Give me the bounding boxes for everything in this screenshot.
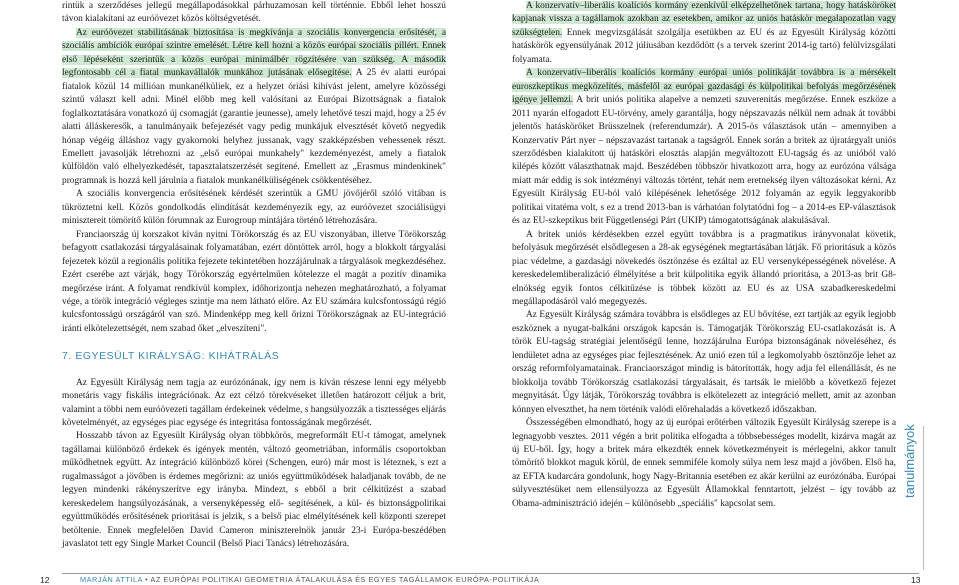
- paragraph-text: Ennek megvizsgálását szolgálja esetükben az EU és az Egyesült Királyság közötti hatáskörök egyensúlyának 2012 júliusában kezdődött (s a tervek szerint 2014-ig tartó) felülvizsgálati folyamata.: [512, 27, 896, 65]
- right-text-column: [512, 0, 896, 511]
- paragraph-text: A 25 év alatti európai fiatalok közül 14 millióan munkanélküliek, ez a helyzet óriási kihívást jelent, amelyre közösségi szintű választ kell adni. Minél előbb meg kell valósítani az Európai Bizottságnak a fiatalok foglalkoztatására vonatkozó új csomagját (garantie jeunesse), amely lehetővé teszi majd, hogy a 25 év alatti álláskeresők, a tanulmányaik befejezését vagy pedig munkájuk elvesztését követő negyedik hónap végéig álláshoz vagy gyakornoki helyhez jussanak, vagy szakképzésben vehessenek részt. Emellett javasolják létrehozni az „első európai munkahely" kezdeményezést, amely a fiatalok külföldön való elhelyezkedését, tapasztalatszerzését segítené. Emellett az „Erasmus mindenkinek" programnak is hozzá kell járulnia a fiatalok munkanélküliségének csökkentéséhez.: [62, 68, 446, 186]
- paragraph: A szociális konvergencia erősítésének kérdését szerintük a GMU jövőjéről szóló vitában is tükröztetni kell. Közös gondolkodás elindítását kezdeményezik egy, az euróövezet szociálisügyi minisztereit tömörítő külön fórumnak az Eurogroup mintájára történő létrehozására.: [62, 189, 446, 227]
- paragraph: rintük a szerződéses jellegű megállapodásokkal párhuzamosan kell történnie. Ebből lehet hosszú távon kialakítani az euróövezet közös költségvetését.: [62, 1, 446, 25]
- paragraph: [512, 67, 896, 228]
- left-text-column: [62, 0, 446, 552]
- page-number-right: 13: [911, 575, 921, 585]
- highlighted-text[interactable]: A konzervatív–liberális koalíciós kormány ezenkívül elképzelhetőnek tartana, hogy hatásköröket kapjanak vissza a tagállamok azokban az esetekben, amikor az uniós hatáskör megalapozatlan vagy szükségtelen.: [512, 1, 896, 38]
- footer-divider: [62, 573, 919, 574]
- paragraph: Az Egyesült Királyság nem tagja az eurózónának, így nem is kíván részese lenni egy mélyebb monetáris vagy fiskális integrációnak. Az ezt célzó törekvéseket illetően határozott céljuk a brit, valamint a többi nem euróövezeti tagállam érdekeinek védelme, s hangsúlyozzák a tisztességes eljárás követelményét, az egységes piac egysége és integritása fontosságának megőrzését.: [62, 377, 446, 429]
- page-number-left: 12: [40, 575, 50, 585]
- paragraph-text: A brit uniós politika alapelve a nemzeti szuverenitás megőrzése. Ennek eszköze a 2011 nyarán elfogadott EU-törvény, amely garantálja, hogy népszavazás nélkül nem adnak át további jelentős hatásköröket Brüsszelnek (referendumzár). A 2015-ös választások után – amennyiben a Konzervatív Párt nyer – népszavazást tartanak a tagságról. Ennek során a britek az újratárgyalt uniós szerződésben kialakított új hatásköri elosztás alapján megváltozott EU-tagság és az unióból való kilépés között választhatnak majd. Beszédében többször hivatkozott arra, hogy az eurózóna válsága miatt már eddig is sok intézményi változás történt, tehát nem eretnekség ilyen változásokat kérni. Az Egyesült Királyság EU-ból való kilépésének lehetősége 2012 folyamán az egyik leggyakoribb politikai vitatéma volt, s ez a trend 2013-ban is várhatóan folytatódni fog – a 2014-es EP-választások és az EU-szkeptikus brit Függetlenségi Párt (UKIP) támogatottságának alakulásával.: [512, 95, 896, 227]
- section-heading: 7. EGYESÜLT KIRÁLYSÁG: KIHÁTRÁLÁS: [62, 350, 280, 362]
- author-name: MARJÁN ATTILA: [80, 575, 143, 584]
- side-divider: [923, 426, 924, 570]
- paragraph: Az Egyesült Királyság számára továbbra is elsődleges az EU bővítése, ezt tartják az egyik legjobb eszköznek a nyugat-balkáni országok kapcsán is. Támogatják Törökország EU-csatlakozását is. A török EU-tagság stratégiai jelentőségű lenne, hozzájárulna Európa biztonságának növeléséhez, és lendületet adna az egységes piac fejlesztésének. Az unió ezen túl a legkomolyabb ösztönzője lehet az ország reformfolyamatainak. Franciaországot mindig is bátorították, hogy adja fel ellenállását, és ne blokkolja tovább Törökország csatlakozási tárgyalásait, és tartsák le mielőbb a következő fejezet megnyitását. Úgy látják, Törökország továbbra is elkötelezett az integráció mellett, amit az azonban könnyen elveszthet, ha nem történik valódi előrehaladás a következő időszakban.: [512, 310, 896, 415]
- highlighted-text[interactable]: Az euróövezet stabilitásának biztosítása is megkívánja a szociális konvergencia erősítését, a szociális ambíciók európai szintre emelését. Létre kell hozni a közös európai szociális pillért. Ennek első lépéseként szerintük a közös európai minimálbér rögzítésére van szükség. A második legfontosabb cél a fiatal munkavállalók munkához jutásának elősegítése.: [62, 27, 446, 79]
- spacer: [62, 336, 446, 349]
- running-footer: [80, 575, 539, 584]
- highlighted-text[interactable]: A konzervatív–liberális koalíciós kormány európai uniós politikáját továbbra is a mérsékelt euroszkeptikus megközelítés, másfelől az európai gazdasági és külpolitikai befolyás megőrzésének igénye jellemzi.: [512, 68, 896, 106]
- paragraph: [512, 0, 896, 67]
- article-title: • AZ EURÓPAI POLITIKAI GEOMETRIA ÁTALAKULÁSA ÉS EGYES TAGÁLLAMOK EURÓPA-POLITIKÁJA: [142, 575, 540, 584]
- section-side-label: tanulmányok: [902, 424, 917, 498]
- paragraph: A britek uniós kérdésekben ezzel együtt továbbra is a pragmatikus irányvonalat követik, befolyásuk megőrzését elsődlegesen a 28-ak egységének megtartásában látják. Fő prioritásuk a közös piac védelme, a gazdasági növekedés ösztönzése és ezáltal az EU versenyképességének növelése. A kereskedelemliberalizáció élmélyítése a brit külpolitika egyik állandó prioritása, a 2013-as brit G8-elnökség egyik fontos célkitűzése is többek között az EU és az USA szabadkereskedelmi megállapodásáról való megegyezés.: [512, 229, 896, 307]
- spacer: [62, 363, 446, 376]
- paragraph: Franciaország új korszakot kíván nyitni Törökország és az EU viszonyában, illetve Törökország befagyott csatlakozási tárgyalásainak folyamatában, ezért döntöttek arról, hogy a blokkolt tárgyalási fejezetek közül a regionális politika fejezete tekintetében hozzájárulnak a tárgyalások megkezdéséhez. Ezért cserébe azt várják, hogy Törökország egyértelműen kötelezze el magát a pozitív dinamika megőrzése iránt. A folyamat rendkívül komplex, időhorizontja nehezen meghatározható, a folyamat vége, a török integráció végleges szintje ma nem látható előre. Az EU számára kulcsfontosságú régió kulcsfontosságú országáról van szó. Mindenképp meg kell őrizni Törökországnak az EU-integráció iránti elkötelezettségét, nem szabad őket „elveszíteni".: [62, 229, 446, 334]
- paragraph: Hosszabb távon az Egyesült Királyság olyan többkörös, megreformált EU-t támogat, amelynek tagállamai különböző érdekek és igények mentén, változó geometriában, informális csoportokban működhetnek együtt. Az integráció különböző körei (Schengen, euró) már most is léteznek, s ezt a rugalmasságot a jövőben is érdemes megőrizni: az uniós együttműködések haladjanak tovább, de ne legyen mindenki rákényszerítve egy irányba. Mindezt, s ebből a brit célkitűzést a szabad kereskedelem hangsúlyozásának, a versenyképesség elő- segítésének, a kül- és biztonságpolitikai együttműködés erősítésének prioritásai is jelzik, s a belső piac elmélyítésének kell központi szerepet betöltenie. Ennek megfelelően David Cameron miniszterelnök január 23-i Európa-beszédében javaslatot tett egy Single Market Council (Belső Piaci Tanács) létrehozására.: [62, 431, 446, 550]
- paragraph: [62, 27, 446, 188]
- paragraph: Összességében elmondható, hogy az új európai erőtérben változik Egyesült Királyság szerepe is a legnagyobb vesztes. 2011 végén a brit politika elfogadta a többsebességes modellt, kizárva magát az új EU-ből. Így, hogy a britek mára elkezdték ennek következményeit is mérlegelni, akkor tanult tömörítő blokkot maguk körül, de ennek semmiféle komoly súlya nem lesz majd a jövőben. Első ha, az EFTA kudarcára gondolunk, hogy Nagy-Britannia esetében ez akár kerülni az eurózónába. Európai súlyvesztésüket nem ellensúlyozza az Egyesült Államokkal fenntartott, jelzést – így tovább az Obama-adminisztráció idején – különösebb „speciális" kapcsolat sem.: [512, 418, 896, 509]
